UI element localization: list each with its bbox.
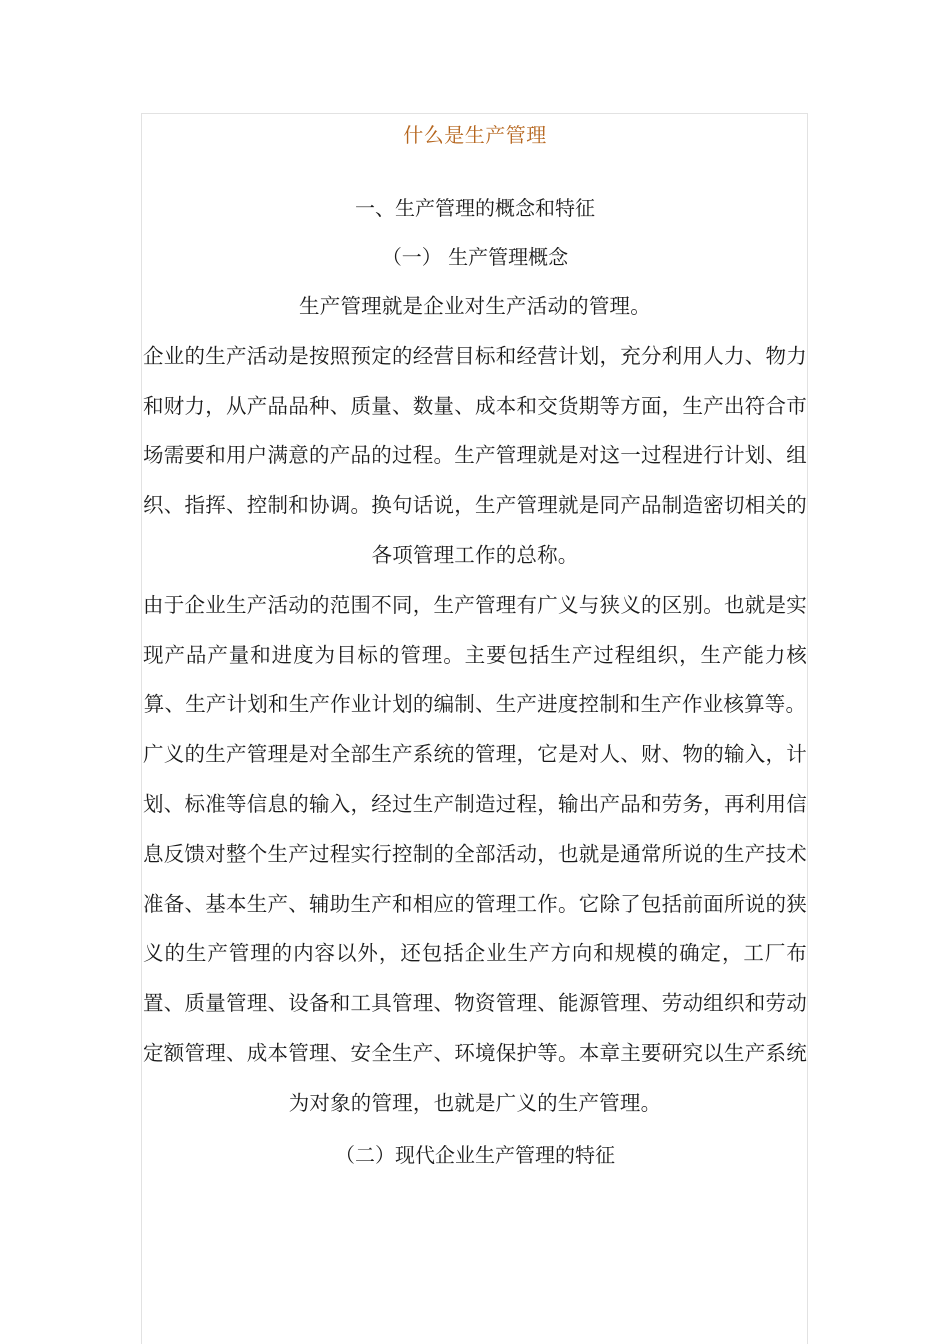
subsection-heading-2: （二）现代企业生产管理的特征 (335, 1142, 615, 1167)
document-title: 什么是生产管理 (403, 123, 547, 147)
spacer (143, 157, 807, 184)
document-body (143, 113, 807, 1181)
subsection-heading-1: （一） 生产管理概念 (381, 245, 569, 269)
paragraph-broad-sense: 广义的生产管理是对全部生产系统的管理，它是对人、财、物的输入，计划、标准等信息的输入，经过生产制造过程，输出产品和劳务，再利用信息反馈对整个生产过程实行控制的全部活动，也就是通常所说的生产技术准备、基本生产、辅助生产和相应的管理工作。它除了包括前面所说的狭义的生产管理的内容以外，还包括企业生产方向和规模的确定，工厂布置、质量管理、设备和工具管理、物资管理、能源管理、劳动组织和劳动定额管理、成本管理、安全生产、环境保护等。本章主要研究以生产系统为对象的管理，也就是广义的生产管理。 (143, 742, 807, 1115)
paragraph-narrow-sense: 由于企业生产活动的范围不同，生产管理有广义与狭义的区别。也就是实现产品产量和进度为目标的管理。主要包括生产过程组织，生产能力核算、生产计划和生产作业计划的编制、生产进度控制和生产作业核算等。 (143, 592, 807, 717)
paragraph-definition: 生产管理就是企业对生产活动的管理。 (299, 294, 651, 318)
section-heading-1: 一、生产管理的概念和特征 (355, 196, 595, 220)
paragraph-production-activity: 企业的生产活动是按照预定的经营目标和经营计划，充分利用人力、物力和财力，从产品品种、质量、数量、成本和交货期等方面，生产出符合市场需要和用户满意的产品的过程。生产管理就是对这一过程进行计划、组织、指挥、控制和协调。换句话说，生产管理就是同产品制造密切相关的各项管理工作的总称。 (143, 343, 807, 567)
